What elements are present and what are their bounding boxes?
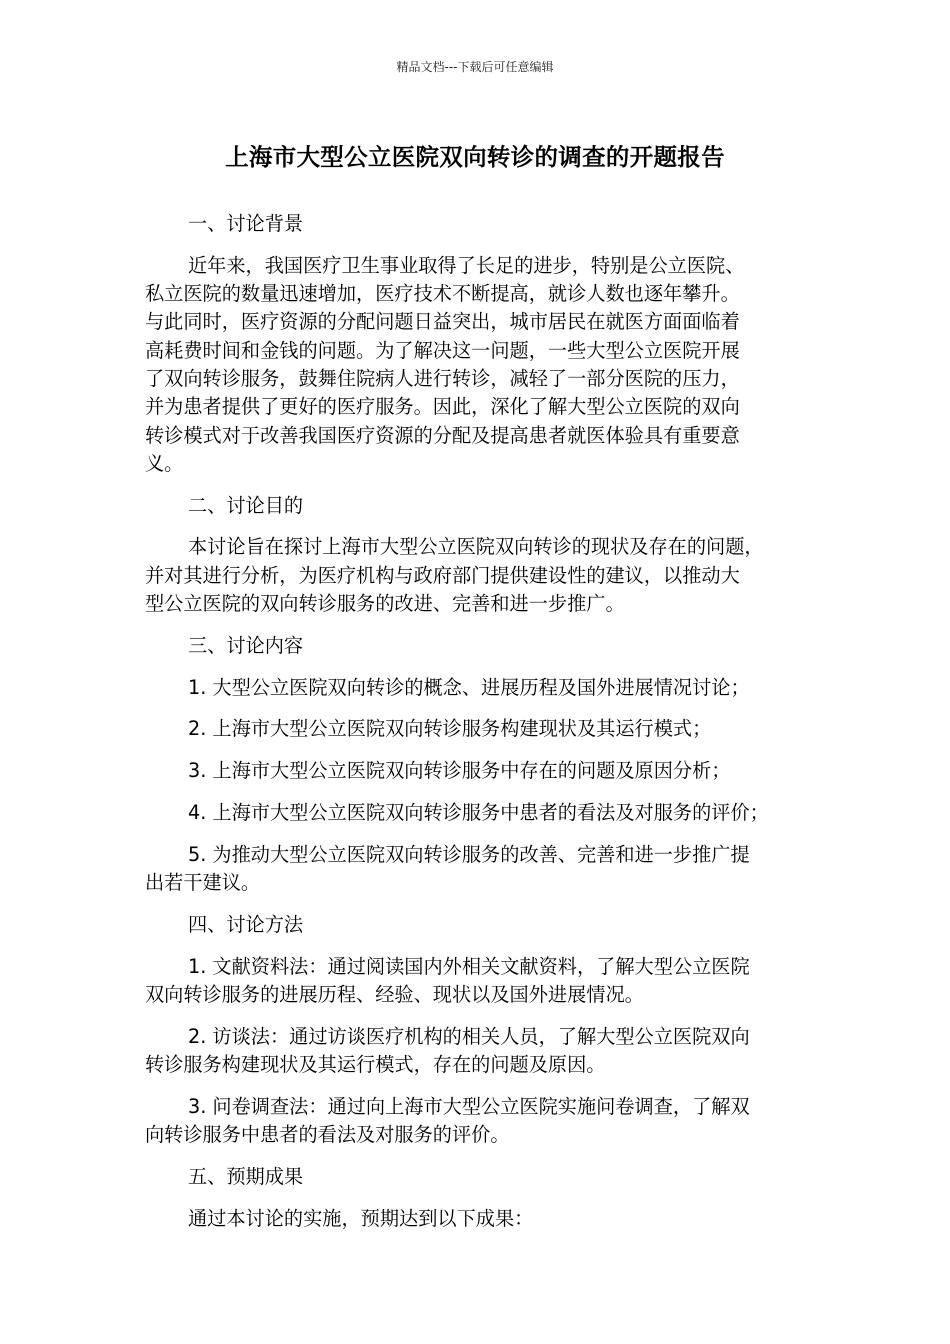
- paragraph: [145, 492, 810, 520]
- text-line: 四、讨论方法: [188, 912, 304, 936]
- paragraph: [145, 841, 810, 898]
- text-line: 并为患者提供了更好的医疗服务。因此，深化了解大型公立医院的双向: [145, 395, 740, 419]
- text-line: 义。: [145, 451, 184, 475]
- paragraph: [145, 715, 810, 743]
- text-line: 3. 问卷调查法：通过向上海市大型公立医院实施问卷调查，了解双: [188, 1094, 750, 1118]
- paragraph: [145, 533, 810, 618]
- text-line: 二、讨论目的: [188, 493, 304, 517]
- text-line: 1. 大型公立医院双向转诊的概念、进展历程及国外进展情况讨论；: [188, 675, 750, 699]
- paragraph: [145, 757, 810, 785]
- text-line: 了双向转诊服务，鼓舞住院病人进行转诊，减轻了一部分医院的压力，: [145, 366, 740, 390]
- paragraph: [145, 1023, 810, 1080]
- text-line: 5. 为推动大型公立医院双向转诊服务的改善、完善和进一步推广提: [188, 842, 750, 866]
- text-line: 4. 上海市大型公立医院双向转诊服务中患者的看法及对服务的评价；: [188, 801, 769, 825]
- paragraph: [145, 799, 810, 827]
- text-line: 3. 上海市大型公立医院双向转诊服务中存在的问题及原因分析；: [188, 759, 731, 783]
- text-line: 一、讨论背景: [188, 212, 304, 235]
- paragraph: [145, 1205, 810, 1233]
- text-line: 近年来，我国医疗卫生事业取得了长足的进步，特别是公立医院、: [188, 253, 745, 277]
- text-line: 五、预期成果: [188, 1165, 304, 1189]
- text-line: 型公立医院的双向转诊服务的改进、完善和进一步推广。: [145, 592, 625, 616]
- text-line: 2. 上海市大型公立医院双向转诊服务构建现状及其运行模式；: [188, 717, 712, 741]
- text-line: 转诊服务构建现状及其运行模式，存在的问题及原因。: [145, 1053, 606, 1077]
- text-line: 转诊模式对于改善我国医疗资源的分配及提高患者就医体验具有重要意: [145, 423, 740, 447]
- text-line: 高耗费时间和金钱的问题。为了解决这一问题，一些大型公立医院开展: [145, 338, 740, 362]
- text-line: 2. 访谈法：通过访谈医疗机构的相关人员，了解大型公立医院双向: [188, 1024, 750, 1048]
- page-header: 精品文档---下载后可任意编辑: [396, 60, 554, 74]
- text-line: 向转诊服务中患者的看法及对服务的评价。: [145, 1123, 510, 1147]
- paragraph: [145, 1093, 810, 1150]
- text-line: 本讨论旨在探讨上海市大型公立医院双向转诊的现状及存在的问题，: [188, 535, 764, 559]
- document-body: [145, 210, 810, 1233]
- document-title: 上海市大型公立医院双向转诊的调查的开题报告: [225, 143, 725, 171]
- text-line: 三、讨论内容: [188, 633, 304, 657]
- paragraph: [145, 632, 810, 660]
- paragraph: [145, 252, 810, 478]
- paragraph: [145, 953, 810, 1010]
- text-line: 双向转诊服务的进展历程、经验、现状以及国外进展情况。: [145, 983, 644, 1007]
- text-line: 私立医院的数量迅速增加，医疗技术不断提高，就诊人数也逐年攀升。: [145, 282, 740, 306]
- text-line: 并对其进行分析，为医疗机构与政府部门提供建设性的建议，以推动大: [145, 563, 740, 587]
- text-line: 通过本讨论的实施，预期达到以下成果：: [188, 1206, 534, 1230]
- paragraph: [145, 210, 810, 238]
- text-line: 与此同时，医疗资源的分配问题日益突出，城市居民在就医方面面临着: [145, 310, 740, 334]
- paragraph: [145, 911, 810, 939]
- text-line: 出若干建议。: [145, 871, 261, 895]
- paragraph: [145, 674, 810, 702]
- paragraph: [145, 1163, 810, 1191]
- text-line: 1. 文献资料法：通过阅读国内外相关文献资料，了解大型公立医院: [188, 954, 750, 978]
